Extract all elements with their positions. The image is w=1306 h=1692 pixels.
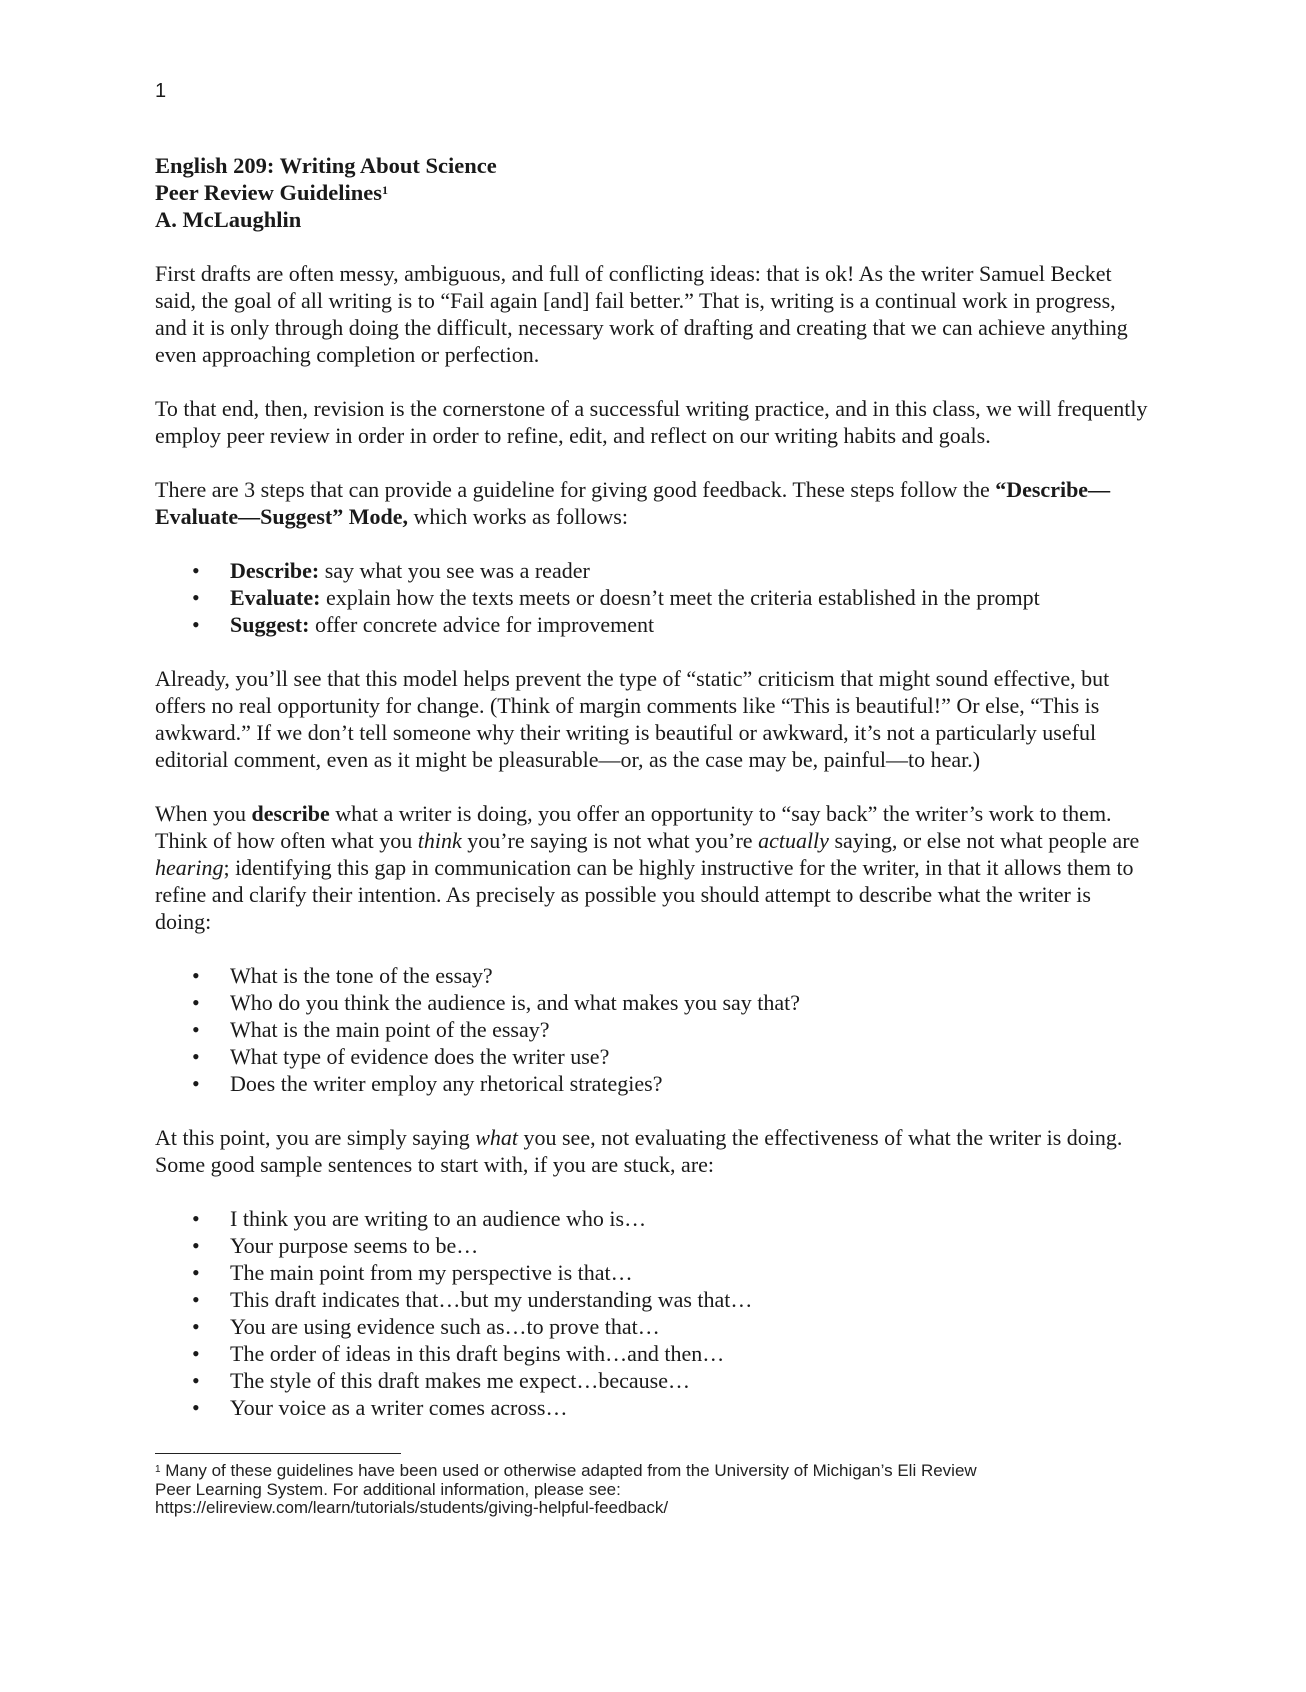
list-item-text: I think you are writing to an audience who is… (230, 1206, 647, 1231)
list-item (155, 1340, 1151, 1367)
bullet-icon: • (192, 1044, 200, 1069)
steps-intro-outro: which works as follows: (408, 504, 628, 529)
bullet-icon: • (192, 990, 200, 1015)
list-item (155, 962, 1151, 989)
list-item (155, 1286, 1151, 1313)
text-run-bold: describe (251, 801, 330, 826)
list-item-text: You are using evidence such as…to prove that… (230, 1314, 660, 1339)
footnote-reference[interactable]: 1 (382, 183, 389, 197)
footnote-marker: 1 (155, 1464, 161, 1475)
step-text: offer concrete advice for improvement (309, 612, 655, 637)
list-item-text: Who do you think the audience is, and what makes you say that? (230, 990, 801, 1015)
list-item (155, 1259, 1151, 1286)
list-item (155, 1232, 1151, 1259)
list-item (155, 1394, 1151, 1421)
step-term: Suggest: (230, 612, 310, 637)
text-run: you’re saying is not what you’re (461, 828, 759, 853)
list-item-text: The style of this draft makes me expect…because… (230, 1368, 691, 1393)
bullet-icon: • (192, 1017, 200, 1042)
text-run: what a writer is doing, you offer an opportunity to “say back” the writer’s work to them. Think of how often what you (155, 801, 1112, 853)
mode-name: “Describe—Evaluate—Suggest” Mode, (155, 477, 1111, 529)
list-item-text: The main point from my perspective is that… (230, 1260, 633, 1285)
page-number: 1 (155, 80, 167, 102)
bullet-icon: • (192, 1260, 200, 1285)
footnote-line (155, 1462, 1155, 1481)
bullet-icon: • (192, 558, 200, 583)
steps-intro-paragraph (155, 476, 1151, 530)
step-text: explain how the texts meets or doesn’t meet the criteria established in the prompt (320, 585, 1040, 610)
step-term: Describe: (230, 558, 320, 583)
bullet-icon: • (192, 1368, 200, 1393)
text-run: ; identifying this gap in communication can be highly instructive for the writer, in that it allows them to refine and clarify their intention. As precisely as possible you should attempt to describe what the writer is doing: (155, 855, 1134, 934)
list-item (155, 584, 1151, 611)
list-item-text: The order of ideas in this draft begins with…and then… (230, 1341, 725, 1366)
bullet-icon: • (192, 963, 200, 988)
document-title-text: Peer Review Guidelines (155, 180, 383, 205)
document-header (155, 152, 1151, 233)
footnote-link[interactable]: https://elireview.com/learn/tutorials/students/giving-helpful-feedback/ (155, 1498, 669, 1517)
describe-paragraph (155, 800, 1151, 935)
footnote-text: Many of these guidelines have been used or otherwise adapted from the University of Michigan’s Eli Review (160, 1461, 977, 1480)
bullet-icon: • (192, 585, 200, 610)
bullet-icon: • (192, 1395, 200, 1420)
text-run-italic: think (417, 828, 462, 853)
text-run-italic: hearing (155, 855, 224, 880)
describe-questions-list (155, 962, 1151, 1097)
text-run-italic: what (475, 1125, 518, 1150)
list-item-text: Your purpose seems to be… (230, 1233, 479, 1258)
bullet-icon: • (192, 612, 200, 637)
text-run: At this point, you are simply saying (155, 1125, 476, 1150)
list-item (155, 1313, 1151, 1340)
list-item-text: Does the writer employ any rhetorical strategies? (230, 1071, 663, 1096)
text-run: you see, not evaluating the effectiveness of what the writer is doing. Some good sample sentences to start with, if you are stuck, are: (155, 1125, 1123, 1177)
list-item (155, 1205, 1151, 1232)
intro-paragraph: First drafts are often messy, ambiguous, and full of conflicting ideas: that is ok! As the writer Samuel Becket said, the goal of all writing is to “Fail again [and] fail better.” That is, writing is a continual work in progress, and it is only through doing the difficult, necessary work of drafting and creating that we can achieve anything even approaching completion or perfection. (155, 261, 1128, 367)
text-run: saying, or else not what people are (828, 828, 1140, 853)
author-name: A. McLaughlin (155, 207, 302, 232)
bullet-icon: • (192, 1206, 200, 1231)
text-run-italic: actually (758, 828, 829, 853)
list-item-text: What is the tone of the essay? (230, 963, 493, 988)
list-item (155, 1043, 1151, 1070)
static-criticism-paragraph: Already, you’ll see that this model helps prevent the type of “static” criticism that might sound effective, but offers no real opportunity for change. (Think of margin comments like “This is beautiful!” Or else, “This is awkward.” If we don’t tell someone why their writing is beautiful or awkward, it’s not a particularly useful editorial comment, even as it might be pleasurable—or, as the case may be, painful—to hear.) (155, 666, 1110, 772)
bullet-icon: • (192, 1341, 200, 1366)
list-item (155, 611, 1151, 638)
list-item (155, 989, 1151, 1016)
footnote-line: Peer Learning System. For additional information, please see: (155, 1479, 621, 1499)
bullet-icon: • (192, 1071, 200, 1096)
list-item-text: This draft indicates that…but my understanding was that… (230, 1287, 753, 1312)
list-item-text: What is the main point of the essay? (230, 1017, 550, 1042)
list-item (155, 1367, 1151, 1394)
footnote (155, 1462, 1155, 1518)
document-body (155, 152, 1151, 1421)
footnote-separator (155, 1453, 401, 1454)
step-term: Evaluate: (230, 585, 321, 610)
list-item-text: What type of evidence does the writer use? (230, 1044, 610, 1069)
course-title: English 209: Writing About Science (155, 153, 497, 178)
samples-intro-paragraph (155, 1124, 1151, 1178)
bullet-icon: • (192, 1314, 200, 1339)
list-item (155, 1016, 1151, 1043)
text-run: When you (155, 801, 252, 826)
steps-list (155, 557, 1151, 638)
revision-paragraph: To that end, then, revision is the cornerstone of a successful writing practice, and in this class, we will frequently employ peer review in order in order to refine, edit, and reflect on our writing habits and goals. (155, 396, 1148, 448)
list-item-text: Your voice as a writer comes across… (230, 1395, 568, 1420)
bullet-icon: • (192, 1233, 200, 1258)
step-text: say what you see was a reader (319, 558, 590, 583)
list-item (155, 1070, 1151, 1097)
sample-sentences-list (155, 1205, 1151, 1421)
steps-intro-text: There are 3 steps that can provide a guideline for giving good feedback. These steps follow the (155, 477, 996, 502)
list-item (155, 557, 1151, 584)
document-title (155, 179, 1151, 206)
bullet-icon: • (192, 1287, 200, 1312)
